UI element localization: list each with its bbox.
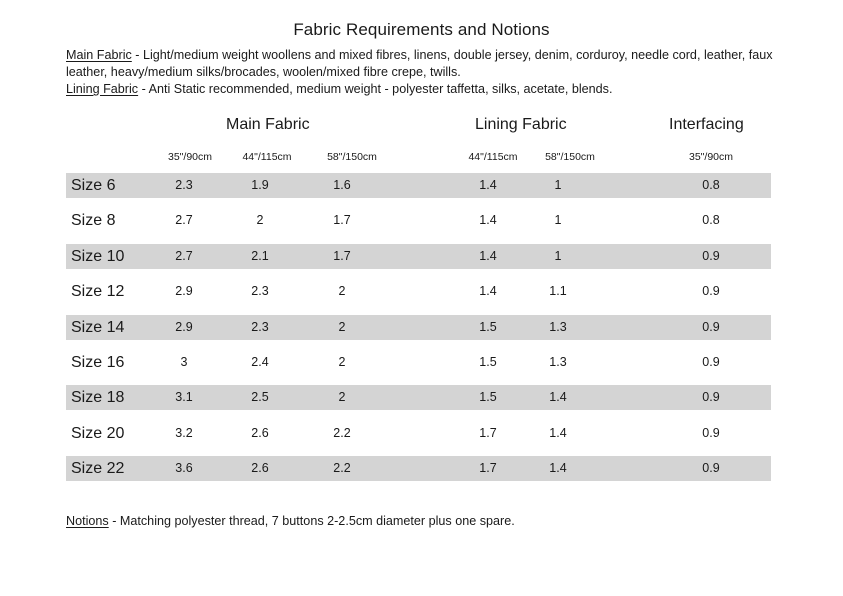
group-heading-interfacing: Interfacing <box>669 116 744 133</box>
table-row <box>66 208 771 233</box>
main-fabric-paragraph <box>66 47 786 81</box>
table-cell: 3.6 <box>175 461 193 476</box>
column-header: 58"/150cm <box>545 151 595 163</box>
size-label: Size 10 <box>71 247 125 265</box>
size-label: Size 14 <box>71 318 125 336</box>
lining-fabric-label: Lining Fabric <box>66 82 139 96</box>
table-cell: 1.5 <box>479 390 497 405</box>
notions-paragraph <box>66 514 515 528</box>
table-cell: 1.4 <box>479 248 497 263</box>
table-row <box>66 421 771 446</box>
table-cell: 1.5 <box>479 319 497 334</box>
table-cell: 2.6 <box>251 461 269 476</box>
lining-fabric-paragraph <box>66 81 786 98</box>
table-cell: 1 <box>554 178 562 192</box>
table-cell: 2.6 <box>251 425 269 440</box>
table-cell: 0.9 <box>702 284 720 299</box>
table-row <box>66 173 771 198</box>
table-cell: 1.4 <box>549 461 567 476</box>
table-cell: 0.9 <box>702 248 720 263</box>
group-heading-main-fabric: Main Fabric <box>226 116 310 133</box>
table-cell: 2.2 <box>333 425 351 440</box>
table-cell: 1.5 <box>479 355 497 369</box>
table-cell: 0.8 <box>702 213 720 228</box>
table-row <box>66 315 771 340</box>
table-row <box>66 385 771 410</box>
table-row <box>66 456 771 481</box>
size-label: Size 12 <box>71 283 125 301</box>
table-cell: 2.5 <box>251 390 269 405</box>
table-cell: 0.9 <box>702 390 720 405</box>
size-label: Size 6 <box>71 177 116 194</box>
table-cell: 1.3 <box>549 319 567 334</box>
main-fabric-text: - Light/medium weight woollens and mixed fibres, linens, double jersey, denim, corduroy, needle cord, leather, faux leather, heavy/medium silks/brocades, woolen/mixed fibre crepe, twills. <box>66 48 773 79</box>
table-cell: 1.7 <box>479 425 497 440</box>
table-cell: 2 <box>338 355 346 369</box>
table-cell: 1.7 <box>479 461 497 476</box>
table-row <box>66 350 771 375</box>
group-heading-lining-fabric: Lining Fabric <box>475 116 567 133</box>
fabric-description <box>66 47 786 98</box>
table-cell: 2.1 <box>251 248 269 263</box>
notions-label: Notions <box>66 514 109 528</box>
table-cell: 1.4 <box>479 284 497 299</box>
table-cell: 2.7 <box>175 248 193 263</box>
table-cell: 0.9 <box>702 425 720 440</box>
column-header: 35"/90cm <box>168 151 212 163</box>
table-cell: 2.3 <box>175 178 193 192</box>
table-cell: 1 <box>554 213 562 228</box>
table-cell: 2 <box>338 319 346 334</box>
size-label: Size 20 <box>71 424 125 442</box>
column-header: 35"/90cm <box>689 151 733 163</box>
table-cell: 1.4 <box>549 390 567 405</box>
table-row <box>66 279 771 304</box>
size-label: Size 16 <box>71 354 125 371</box>
column-header: 44"/115cm <box>242 151 292 163</box>
table-cell: 1.7 <box>333 248 351 263</box>
table-cell: 1.4 <box>549 425 567 440</box>
column-header: 58"/150cm <box>327 151 377 163</box>
table-cell: 1.4 <box>479 213 497 228</box>
table-cell: 1.7 <box>333 213 351 228</box>
table-cell: 2 <box>338 390 346 405</box>
page-title: Fabric Requirements and Notions <box>293 20 550 39</box>
table-cell: 2.4 <box>251 355 269 369</box>
table-cell: 1.6 <box>333 178 351 192</box>
table-cell: 1.9 <box>251 178 269 192</box>
table-cell: 2.9 <box>175 319 193 334</box>
table-cell: 2.9 <box>175 284 193 299</box>
table-cell: 0.9 <box>702 461 720 476</box>
table-cell: 2.2 <box>333 461 351 476</box>
table-cell: 0.9 <box>702 319 720 334</box>
table-cell: 2 <box>256 213 264 228</box>
table-row <box>66 244 771 269</box>
size-label: Size 22 <box>71 460 125 478</box>
table-cell: 1.3 <box>549 355 567 369</box>
size-label: Size 18 <box>71 389 125 407</box>
table-cell: 3 <box>180 355 188 369</box>
table-cell: 2 <box>338 284 346 299</box>
column-header: 44"/115cm <box>468 151 518 163</box>
table-cell: 1 <box>554 248 562 263</box>
table-cell: 3.2 <box>175 425 193 440</box>
main-fabric-label: Main Fabric <box>66 48 132 62</box>
notions-text: - Matching polyester thread, 7 buttons 2-2.5cm diameter plus one spare. <box>108 514 515 528</box>
table-cell: 0.9 <box>702 355 720 369</box>
table-cell: 1.1 <box>549 284 567 299</box>
size-label: Size 8 <box>71 212 116 230</box>
table-cell: 1.4 <box>479 178 497 192</box>
table-cell: 0.8 <box>702 178 720 192</box>
table-cell: 3.1 <box>175 390 193 405</box>
table-cell: 2.3 <box>251 284 269 299</box>
table-cell: 2.7 <box>175 213 193 228</box>
lining-fabric-text: - Anti Static recommended, medium weight - polyester taffetta, silks, acetate, blends. <box>138 82 613 96</box>
table-cell: 2.3 <box>251 319 269 334</box>
